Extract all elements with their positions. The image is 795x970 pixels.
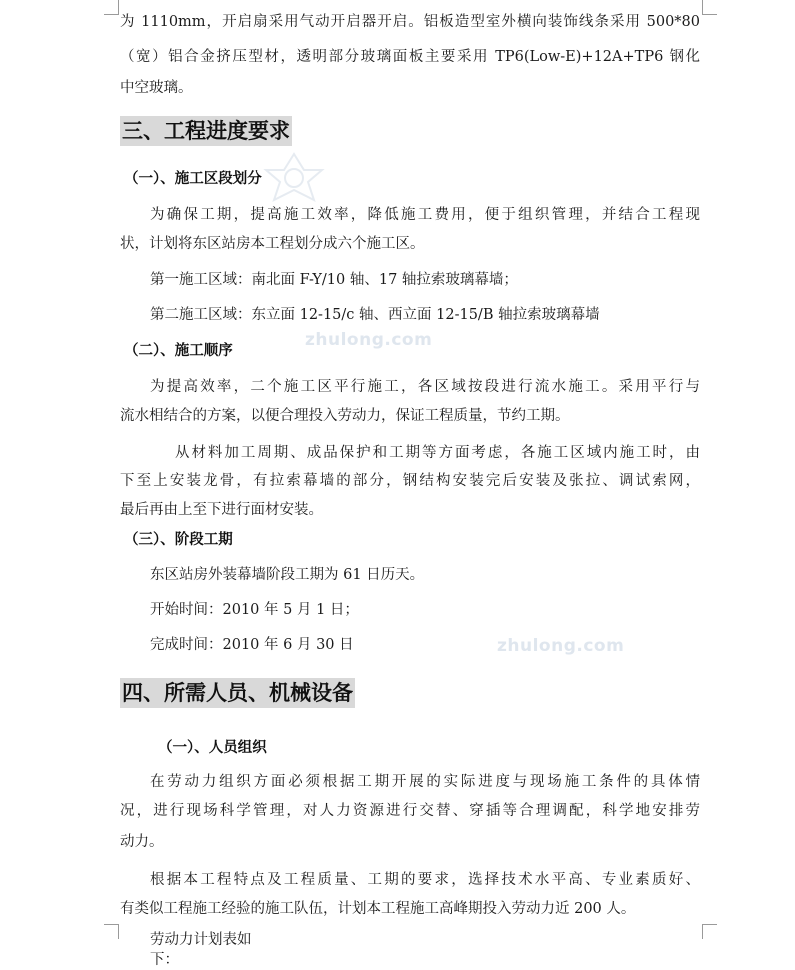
text-line: 下至上安装龙骨，有拉索幕墙的部分，钢结构安装完后安装及张拉、调试索网，	[120, 473, 700, 489]
text-line: 最后再由上至下进行面材安装。	[120, 502, 323, 518]
crop-mark-top-right	[702, 0, 717, 15]
crop-mark-bottom-left	[104, 924, 119, 939]
text-line: 中空玻璃。	[120, 80, 193, 96]
text-line: 东区站房外装幕墙阶段工期为 61 日历天。	[150, 567, 425, 583]
watermark-text: zhulong.com	[305, 330, 433, 350]
section-heading: 三、工程进度要求	[120, 116, 292, 146]
text-line: 况，进行现场科学管理，对人力资源进行交替、穿插等合理调配，科学地安排劳	[120, 803, 700, 819]
section-heading: 四、所需人员、机械设备	[120, 678, 355, 708]
cut-off-text-line	[150, 930, 270, 968]
text-line: 劳动力计划表如下：	[150, 932, 252, 968]
text-line: 为确保工期，提高施工效率，降低施工费用，便于组织管理，并结合工程现	[150, 207, 700, 223]
text-line: 第一施工区域：南北面 F-Y/10 轴、17 轴拉索玻璃幕墙；	[150, 272, 518, 288]
watermark-text: zhulong.com	[497, 636, 625, 656]
text-line: 为 1110mm，开启扇采用气动开启器开启。铝板造型室外横向装饰线条采用 500*80	[120, 14, 700, 30]
crop-mark-top-left	[104, 0, 119, 15]
subsection-heading: （三）、阶段工期	[124, 532, 233, 548]
text-line: 根据本工程特点及工程质量、工期的要求，选择技术水平高、专业素质好、	[150, 872, 700, 888]
subsection-heading: （一）、施工区段划分	[124, 171, 262, 187]
text-line: 有类似工程施工经验的施工队伍，计划本工程施工高峰期投入劳动力近 200 人。	[120, 901, 636, 917]
text-line: 动力。	[120, 834, 164, 850]
text-line: 从材料加工周期、成品保护和工期等方面考虑，各施工区域内施工时，由	[175, 445, 700, 461]
text-line: （宽）铝合金挤压型材，透明部分玻璃面板主要采用 TP6(Low-E)+12A+TP6 钢化	[120, 49, 700, 65]
crop-mark-bottom-right	[702, 924, 717, 939]
text-line: 第二施工区域：东立面 12-15/c 轴、西立面 12-15/B 轴拉索玻璃幕墙	[150, 307, 600, 323]
text-line: 开始时间：2010 年 5 月 1 日；	[150, 602, 359, 618]
text-line: 完成时间：2010 年 6 月 30 日	[150, 637, 354, 653]
text-line: 流水相结合的方案，以便合理投入劳动力，保证工程质量，节约工期。	[120, 408, 570, 424]
subsection-heading: （二）、施工顺序	[124, 343, 233, 359]
text-line: 状，计划将东区站房本工程划分成六个施工区。	[120, 236, 425, 252]
watermark-logo-icon	[262, 150, 326, 206]
text-line: 为提高效率，二个施工区平行施工，各区域按段进行流水施工。采用平行与	[150, 379, 700, 395]
subsection-heading: （一）、人员组织	[158, 740, 267, 756]
text-line: 在劳动力组织方面必须根据工期开展的实际进度与现场施工条件的具体情	[150, 774, 700, 790]
